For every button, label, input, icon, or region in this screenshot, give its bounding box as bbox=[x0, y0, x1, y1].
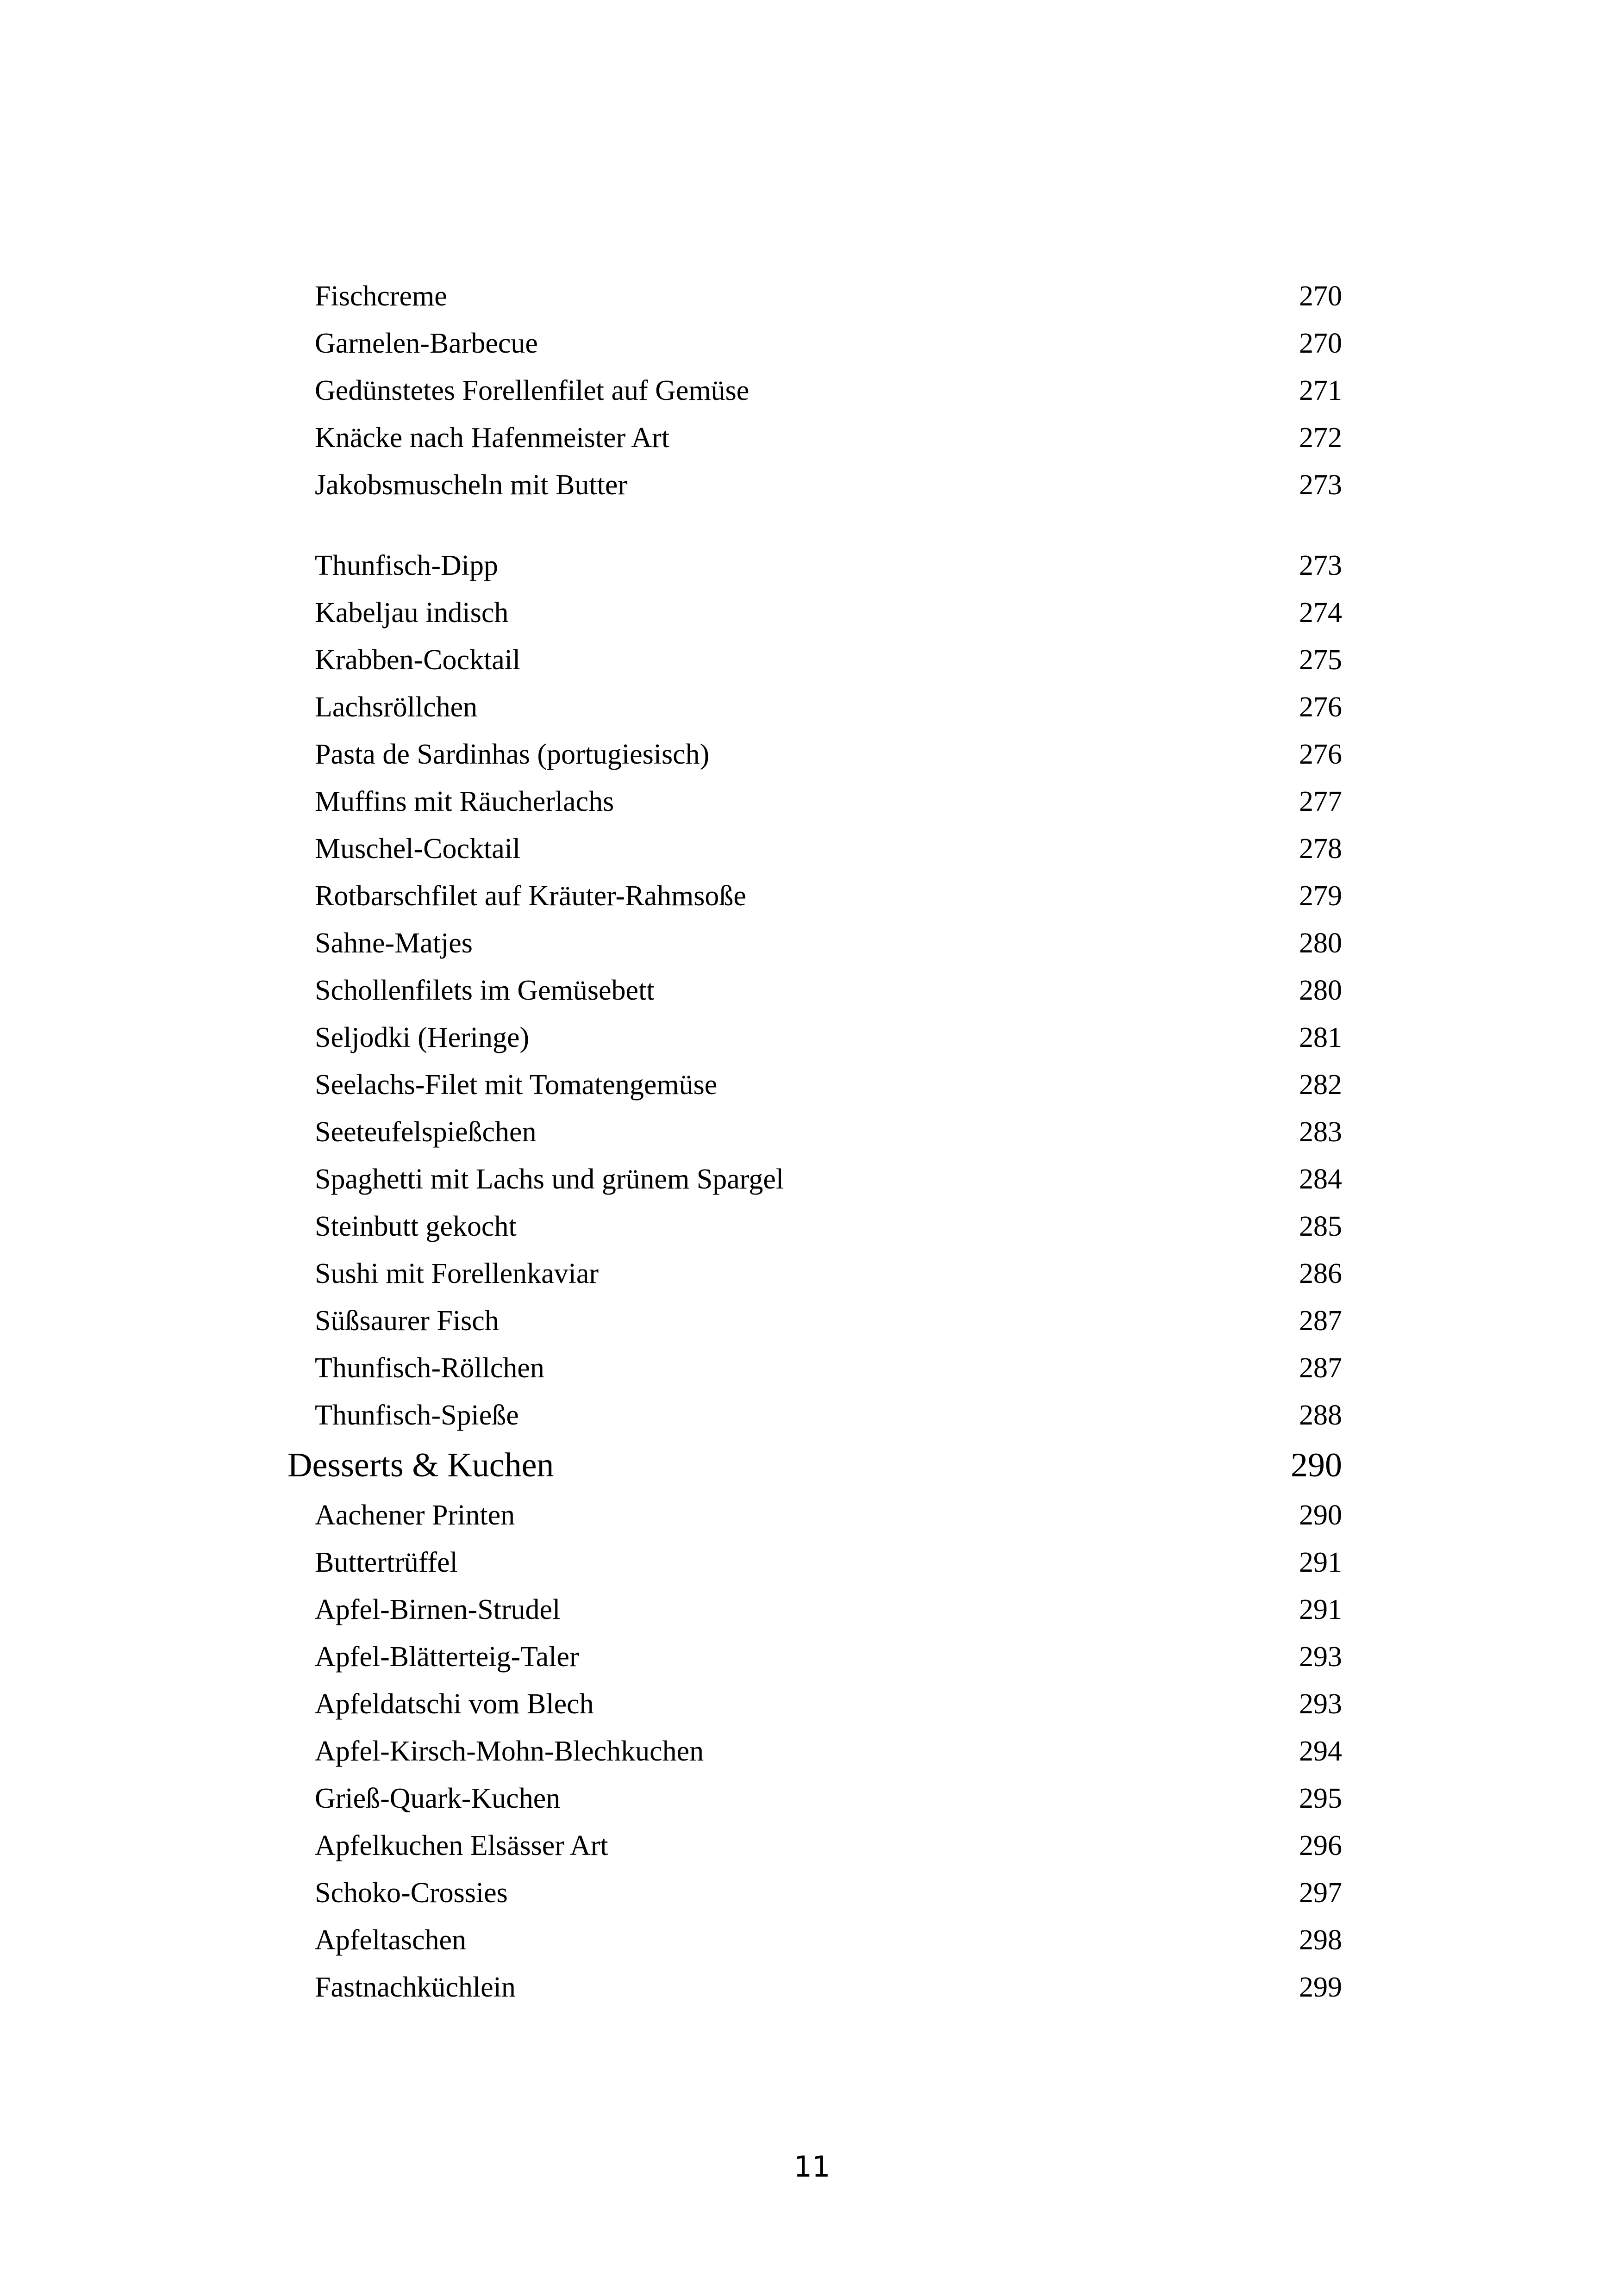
toc-entry-title: Muschel-Cocktail bbox=[315, 833, 521, 865]
toc-entry bbox=[0, 684, 1624, 730]
toc-entry-title: Lachsröllchen bbox=[315, 691, 478, 723]
toc-entry bbox=[0, 731, 1624, 778]
toc-entry-page: 287 bbox=[1299, 1305, 1342, 1337]
toc-entry-title: Apfel-Birnen-Strudel bbox=[315, 1594, 561, 1625]
toc-entry-page: 276 bbox=[1299, 739, 1342, 770]
toc-entry-title: Aachener Printen bbox=[315, 1500, 515, 1531]
toc-entry-title: Sushi mit Forellenkaviar bbox=[315, 1258, 599, 1289]
toc-entry bbox=[0, 1156, 1624, 1202]
toc-entry bbox=[0, 778, 1624, 825]
toc-entry bbox=[0, 590, 1624, 636]
toc-entry-page: 288 bbox=[1299, 1400, 1342, 1431]
toc-entry-title: Apfel-Blätterteig-Taler bbox=[315, 1641, 579, 1673]
toc-entry-page: 291 bbox=[1299, 1594, 1342, 1625]
toc-entry-page: 277 bbox=[1299, 786, 1342, 817]
toc-entry-title: Jakobsmuscheln mit Butter bbox=[315, 469, 628, 501]
toc-entry bbox=[0, 1062, 1624, 1108]
toc-entry-title: Apfeldatschi vom Blech bbox=[315, 1688, 594, 1720]
toc-entry bbox=[0, 1775, 1624, 1822]
toc-entry-page: 274 bbox=[1299, 597, 1342, 628]
toc-entry-page: 293 bbox=[1299, 1641, 1342, 1673]
toc-entry-title: Fischcreme bbox=[315, 280, 447, 312]
toc-entry-title: Fastnachküchlein bbox=[315, 1972, 516, 2003]
toc-entry-title: Buttertrüffel bbox=[315, 1547, 458, 1578]
toc-entry bbox=[0, 1681, 1624, 1727]
toc-entry-page: 276 bbox=[1299, 691, 1342, 723]
toc-entry bbox=[0, 826, 1624, 872]
toc-entry-page: 270 bbox=[1299, 328, 1342, 359]
toc-entry bbox=[0, 1251, 1624, 1297]
toc-entry-page: 293 bbox=[1299, 1688, 1342, 1720]
toc-entry-page: 270 bbox=[1299, 280, 1342, 312]
toc-entry-title: Thunfisch-Spieße bbox=[315, 1400, 519, 1431]
toc-entry-title: Grieß-Quark-Kuchen bbox=[315, 1783, 561, 1814]
toc-entry-page: 295 bbox=[1299, 1783, 1342, 1814]
toc-entry bbox=[0, 273, 1624, 319]
toc-entry-title: Krabben-Cocktail bbox=[315, 644, 521, 676]
toc-entry bbox=[0, 1203, 1624, 1250]
toc-entry bbox=[0, 1917, 1624, 1963]
toc-entry-page: 287 bbox=[1299, 1352, 1342, 1384]
toc-entry-page: 283 bbox=[1299, 1116, 1342, 1148]
toc-entry-page: 294 bbox=[1299, 1736, 1342, 1767]
toc-entry bbox=[0, 637, 1624, 683]
toc-entry bbox=[0, 1823, 1624, 1869]
toc-entry-title: Spaghetti mit Lachs und grünem Spargel bbox=[315, 1164, 784, 1195]
toc-entry bbox=[0, 967, 1624, 1014]
toc-entry-title: Knäcke nach Hafenmeister Art bbox=[315, 422, 670, 454]
page-number: 11 bbox=[793, 2150, 831, 2184]
toc-entry bbox=[0, 873, 1624, 919]
toc-entry bbox=[0, 1014, 1624, 1061]
toc-entry-title: Apfelkuchen Elsässer Art bbox=[315, 1830, 608, 1861]
toc-entry-title: Schoko-Crossies bbox=[315, 1877, 508, 1909]
toc-entry-title: Steinbutt gekocht bbox=[315, 1211, 517, 1242]
toc-entry-title: Thunfisch-Röllchen bbox=[315, 1352, 544, 1384]
toc-entry-page: 291 bbox=[1299, 1547, 1342, 1578]
toc-entry bbox=[0, 1298, 1624, 1344]
toc-entry bbox=[0, 462, 1624, 508]
toc-entry bbox=[0, 1634, 1624, 1680]
toc-entry-page: 275 bbox=[1299, 644, 1342, 676]
toc-entry-title: Seeteufelspießchen bbox=[315, 1116, 537, 1148]
toc-entry-page: 273 bbox=[1299, 550, 1342, 581]
toc-entry-page: 281 bbox=[1299, 1022, 1342, 1053]
toc-entry-title: Gedünstetes Forellenfilet auf Gemüse bbox=[315, 375, 750, 406]
toc-entry bbox=[0, 1492, 1624, 1538]
toc-entry-page: 285 bbox=[1299, 1211, 1342, 1242]
toc-entry-title: Garnelen-Barbecue bbox=[315, 328, 538, 359]
toc-entry-title: Sahne-Matjes bbox=[315, 927, 473, 959]
toc-entry bbox=[0, 320, 1624, 367]
toc-entry-page: 272 bbox=[1299, 422, 1342, 454]
toc-entry-title: Apfel-Kirsch-Mohn-Blechkuchen bbox=[315, 1736, 704, 1767]
toc-entry-title: Muffins mit Räucherlachs bbox=[315, 786, 614, 817]
toc-entry-title: Süßsaurer Fisch bbox=[315, 1305, 499, 1337]
toc-entry bbox=[0, 542, 1624, 589]
toc-entry-page: 284 bbox=[1299, 1164, 1342, 1195]
toc-entry-page: 278 bbox=[1299, 833, 1342, 865]
toc-entry bbox=[0, 367, 1624, 414]
toc-section-heading bbox=[0, 1442, 1624, 1488]
toc-entry bbox=[0, 1964, 1624, 2010]
toc-entry-title: Seelachs-Filet mit Tomatengemüse bbox=[315, 1069, 718, 1101]
toc-entry-page: 280 bbox=[1299, 975, 1342, 1006]
toc-entry-page: 279 bbox=[1299, 880, 1342, 912]
toc-entry-title: Pasta de Sardinhas (portugiesisch) bbox=[315, 739, 710, 770]
toc-entry-page: 296 bbox=[1299, 1830, 1342, 1861]
toc-entry bbox=[0, 1587, 1624, 1633]
toc-entry bbox=[0, 1109, 1624, 1155]
toc-entry-page: 282 bbox=[1299, 1069, 1342, 1101]
toc-entry bbox=[0, 415, 1624, 461]
toc-entry-page: 297 bbox=[1299, 1877, 1342, 1909]
toc-entry-title: Rotbarschfilet auf Kräuter-Rahmsoße bbox=[315, 880, 746, 912]
toc-entry bbox=[0, 920, 1624, 966]
toc-entry bbox=[0, 1870, 1624, 1916]
toc-entry-title: Thunfisch-Dipp bbox=[315, 550, 499, 581]
toc-entry bbox=[0, 1539, 1624, 1586]
toc-entry-page: 298 bbox=[1299, 1924, 1342, 1956]
toc-entry-page: 271 bbox=[1299, 375, 1342, 406]
toc-section-page: 290 bbox=[1291, 1446, 1342, 1484]
toc-entry-page: 280 bbox=[1299, 927, 1342, 959]
toc-entry-page: 299 bbox=[1299, 1972, 1342, 2003]
toc-entry bbox=[0, 1345, 1624, 1391]
toc-entry bbox=[0, 1728, 1624, 1774]
toc-entry-title: Seljodki (Heringe) bbox=[315, 1022, 530, 1053]
toc-entry-title: Apfeltaschen bbox=[315, 1924, 467, 1956]
toc-entry-title: Schollenfilets im Gemüsebett bbox=[315, 975, 655, 1006]
toc-entry-title: Kabeljau indisch bbox=[315, 597, 509, 628]
toc-entry bbox=[0, 1392, 1624, 1438]
toc-entry-page: 286 bbox=[1299, 1258, 1342, 1289]
toc-entry-page: 273 bbox=[1299, 469, 1342, 501]
toc-section-title: Desserts & Kuchen bbox=[287, 1446, 554, 1484]
toc-entry-page: 290 bbox=[1299, 1500, 1342, 1531]
